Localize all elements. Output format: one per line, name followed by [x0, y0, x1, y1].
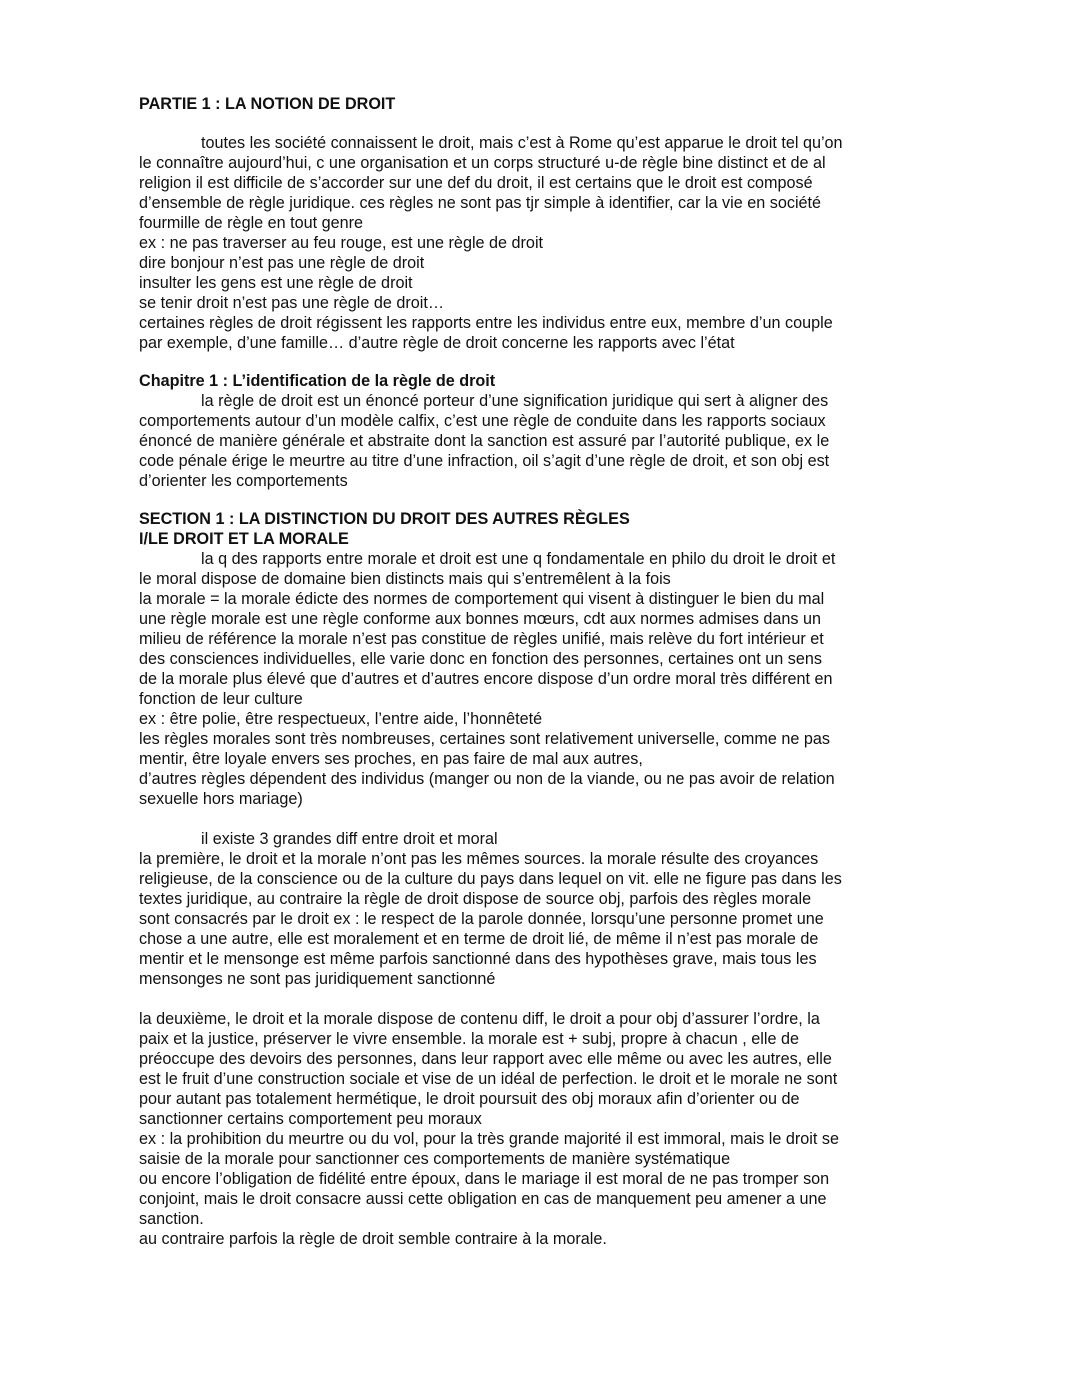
text-line: mentir, être loyale envers ses proches, en pas faire de mal aux autres,: [139, 750, 643, 768]
spacer: [139, 114, 939, 133]
text-line: conjoint, mais le droit consacre aussi cette obligation en cas de manquement peu amener a une: [139, 1190, 827, 1208]
text-line: sont consacrés par le droit ex : le respect de la parole donnée, lorsqu’une personne promet une: [139, 910, 824, 928]
document-page: [139, 94, 939, 1249]
text-line: est le fruit d’une construction sociale et vise de un idéal de perfection. le droit et le morale ne sont: [139, 1070, 838, 1088]
text-line: certaines règles de droit régissent les rapports entre les individus entre eux, membre d’un couple: [139, 314, 833, 332]
text-line: énoncé de manière générale et abstraite dont la sanction est assuré par l’autorité publique, ex le: [139, 432, 830, 450]
text-line: religieuse, de la conscience ou de la culture du pays dans lequel on vit. elle ne figure pas dans les: [139, 870, 842, 888]
text-line: la deuxième, le droit et la morale dispose de contenu diff, le droit a pour obj d’assurer l’ordre, la: [139, 1010, 820, 1028]
chapitre-title: Chapitre 1 : L’identification de la règle de droit: [139, 372, 496, 390]
text-line: pour autant pas totalement hermétique, le droit poursuit des obj moraux afin d’orienter ou de: [139, 1090, 800, 1108]
text-line: d’orienter les comportements: [139, 472, 348, 490]
text-line: textes juridique, au contraire la règle de droit dispose de source obj, parfois des règles morale: [139, 890, 812, 908]
text-line: milieu de référence la morale n’est pas constitue de règles unifié, mais relève du fort intérieur et: [139, 630, 824, 648]
text-line: les règles morales sont très nombreuses, certaines sont relativement universelle, comme ne pas: [139, 730, 830, 748]
text-line: des consciences individuelles, elle varie donc en fonction des personnes, certaines ont un sens: [139, 650, 822, 668]
text-line: insulter les gens est une règle de droit: [139, 274, 413, 292]
text-line: la q des rapports entre morale et droit est une q fondamentale en philo du droit le droit et: [201, 550, 836, 568]
partie-title: PARTIE 1 : LA NOTION DE DROIT: [139, 95, 396, 113]
text-line: la règle de droit est un énoncé porteur d’une signification juridique qui sert à aligner des: [201, 392, 829, 410]
text-line: chose a une autre, elle est moralement et en terme de droit lié, de même il n’est pas morale de: [139, 930, 819, 948]
text-line: d’autres règles dépendent des individus (manger ou non de la viande, ou ne pas avoir de relation: [139, 770, 835, 788]
text-line: comportements autour d’un modèle calfix, c’est une règle de conduite dans les rapports sociaux: [139, 412, 826, 430]
text-line: fourmille de règle en tout genre: [139, 214, 364, 232]
text-line: une règle morale est une règle conforme aux bonnes mœurs, cdt aux normes admises dans un: [139, 610, 822, 628]
text-line: préoccupe des devoirs des personnes, dans leur rapport avec elle même ou avec les autres, elle: [139, 1050, 832, 1068]
text-line: paix et la justice, préserver le vivre ensemble. la morale est + subj, propre à chacun , elle de: [139, 1030, 799, 1048]
text-line: mentir et le mensonge est même parfois sanctionné dans des hypothèses grave, mais tous les: [139, 950, 817, 968]
text-line: sexuelle hors mariage): [139, 790, 303, 808]
text-line: au contraire parfois la règle de droit semble contraire à la morale.: [139, 1230, 607, 1248]
text-line: le connaître aujourd’hui, c une organisation et un corps structuré u-de règle bine distinct et de al: [139, 154, 826, 172]
text-line: ex : ne pas traverser au feu rouge, est une règle de droit: [139, 234, 544, 252]
morale-paragraph: [139, 549, 939, 809]
spacer: [139, 989, 939, 1009]
text-line: il existe 3 grandes diff entre droit et moral: [201, 830, 498, 848]
text-line: d’ensemble de règle juridique. ces règles ne sont pas tjr simple à identifier, car la vie en société: [139, 194, 822, 212]
text-line: le moral dispose de domaine bien distincts mais qui s’entremêlent à la fois: [139, 570, 671, 588]
intro-paragraph: [139, 133, 939, 353]
diff-paragraph: [139, 829, 939, 989]
text-line: religion il est difficile de s’accorder sur une def du droit, il est certains que le droit est composé: [139, 174, 813, 192]
text-line: se tenir droit n’est pas une règle de droit…: [139, 294, 445, 312]
text-line: de la morale plus élevé que d’autres et d’autres encore dispose d’un ordre moral très différent en: [139, 670, 833, 688]
text-line: saisie de la morale pour sanctionner ces comportements de manière systématique: [139, 1150, 731, 1168]
deuxieme-paragraph: [139, 1009, 939, 1249]
text-line: dire bonjour n’est pas une règle de droit: [139, 254, 425, 272]
text-line: la première, le droit et la morale n’ont pas les mêmes sources. la morale résulte des croyances: [139, 850, 819, 868]
subsection-title: I/LE DROIT ET LA MORALE: [139, 530, 349, 548]
spacer: [139, 491, 939, 509]
text-line: mensonges ne sont pas juridiquement sanctionné: [139, 970, 496, 988]
text-line: ou encore l’obligation de fidélité entre époux, dans le mariage il est moral de ne pas tromper son: [139, 1170, 830, 1188]
text-line: toutes les société connaissent le droit, mais c’est à Rome qu’est apparue le droit tel qu’on: [201, 134, 843, 152]
text-line: ex : être polie, être respectueux, l’entre aide, l’honnêteté: [139, 710, 543, 728]
chapitre-paragraph: [139, 391, 939, 491]
text-line: sanction.: [139, 1210, 204, 1228]
spacer: [139, 809, 939, 829]
text-line: code pénale érige le meurtre au titre d’une infraction, oil s’agit d’une règle de droit, et son obj est: [139, 452, 830, 470]
text-line: fonction de leur culture: [139, 690, 303, 708]
spacer: [139, 353, 939, 371]
section-title: SECTION 1 : LA DISTINCTION DU DROIT DES AUTRES RÈGLES: [139, 510, 630, 528]
text-line: la morale = la morale édicte des normes de comportement qui visent à distinguer le bien du mal: [139, 590, 825, 608]
text-line: sanctionner certains comportement peu moraux: [139, 1110, 482, 1128]
text-line: par exemple, d’une famille… d’autre règle de droit concerne les rapports avec l’état: [139, 334, 735, 352]
text-line: ex : la prohibition du meurtre ou du vol, pour la très grande majorité il est immoral, mais le droit se: [139, 1130, 839, 1148]
